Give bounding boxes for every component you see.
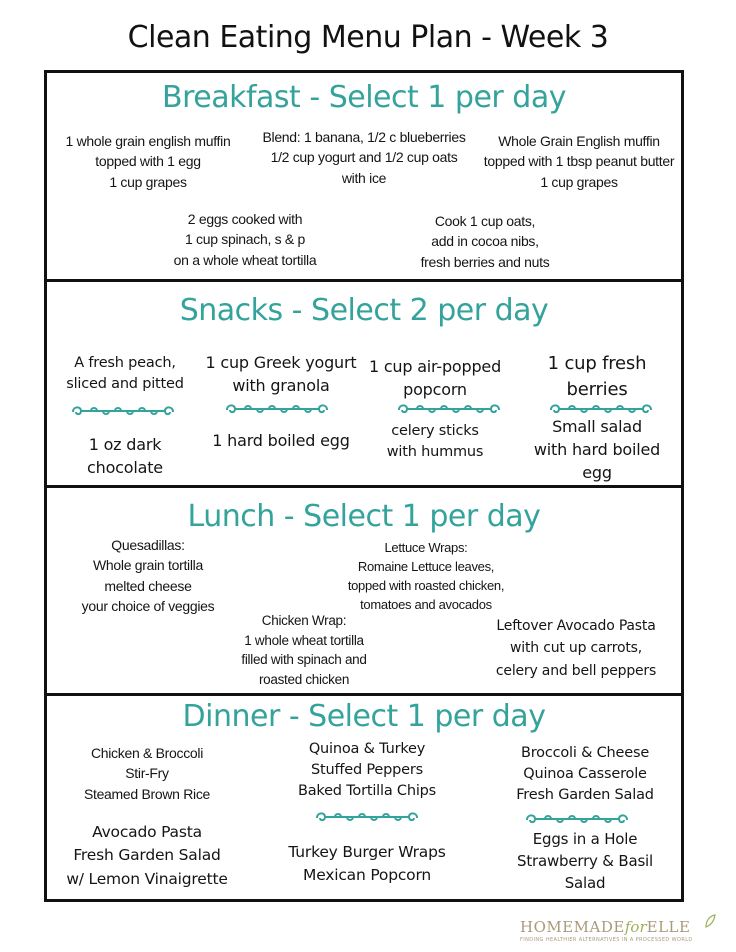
dinner-option-2: Quinoa & Turkey Stuffed Peppers Baked Tortilla Chips bbox=[297, 741, 437, 800]
breakfast-option-1: 1 whole grain english muffin topped with 1 egg 1 cup grapes bbox=[65, 133, 231, 190]
scroll-ornament-icon bbox=[69, 403, 177, 417]
breakfast-option-4: 2 eggs cooked with 1 cup spinach, s & p on a whole wheat tortilla bbox=[173, 211, 317, 268]
snack-option-3: 1 cup air-popped popcorn bbox=[368, 357, 502, 400]
lunch-option-3: Chicken Wrap: 1 whole wheat tortilla filled with spinach and roasted chicken bbox=[241, 613, 367, 687]
snack-option-2: 1 cup Greek yogurt with granola bbox=[205, 353, 357, 396]
menu-plan-sheet bbox=[44, 70, 684, 902]
scroll-ornament-icon bbox=[523, 811, 631, 825]
snack-option-4: 1 cup fresh berries bbox=[547, 353, 647, 401]
lunch-heading: Lunch - Select 1 per day bbox=[187, 499, 541, 534]
dinner-option-6: Eggs in a Hole Strawberry & Basil Salad bbox=[517, 830, 653, 892]
lunch-option-2: Lettuce Wraps: Romaine Lettuce leaves, topped with roasted chicken, tomatoes and avocados bbox=[347, 540, 505, 612]
scroll-ornament-icon bbox=[313, 809, 421, 823]
homemade-for-elle-logo bbox=[520, 918, 720, 948]
section-divider bbox=[47, 485, 681, 488]
scroll-ornament-icon bbox=[395, 401, 503, 415]
dinner-option-3: Broccoli & Cheese Quinoa Casserole Fresh Garden Salad bbox=[516, 745, 654, 804]
lunch-option-4: Leftover Avocado Pasta with cut up carrots, celery and bell peppers bbox=[495, 618, 657, 679]
snack-option-8: Small salad with hard boiled egg bbox=[533, 417, 661, 483]
snack-option-6: 1 hard boiled egg bbox=[212, 431, 350, 450]
logo-tagline: FINDING HEALTHIER ALTERNATIVES IN A PROCESSED WORLD bbox=[520, 937, 693, 943]
dinner-heading: Dinner - Select 1 per day bbox=[182, 699, 546, 734]
snack-option-5: 1 oz dark chocolate bbox=[87, 435, 163, 478]
snacks-heading: Snacks - Select 2 per day bbox=[179, 293, 549, 328]
leaf-icon bbox=[704, 914, 716, 928]
breakfast-heading: Breakfast - Select 1 per day bbox=[162, 80, 566, 115]
dinner-option-5: Turkey Burger Wraps Mexican Popcorn bbox=[288, 843, 446, 885]
scroll-ornament-icon bbox=[223, 401, 331, 415]
lunch-option-1: Quesadillas: Whole grain tortilla melted cheese your choice of veggies bbox=[81, 537, 215, 614]
section-divider bbox=[47, 693, 681, 696]
breakfast-option-3: Whole Grain English muffin topped with 1 tbsp peanut butter 1 cup grapes bbox=[483, 133, 675, 190]
logo-wordmark: HOMEMADEforELLE bbox=[520, 918, 691, 936]
breakfast-option-2: Blend: 1 banana, 1/2 c blueberries 1/2 cup yogurt and 1/2 cup oats with ice bbox=[262, 129, 466, 186]
page-title: Clean Eating Menu Plan - Week 3 bbox=[127, 20, 609, 55]
breakfast-option-5: Cook 1 cup oats, add in cocoa nibs, fresh berries and nuts bbox=[420, 213, 550, 270]
snack-option-1: A fresh peach, sliced and pitted bbox=[66, 355, 184, 393]
dinner-option-4: Avocado Pasta Fresh Garden Salad w/ Lemon Vinaigrette bbox=[66, 823, 228, 888]
snack-option-7: celery sticks with hummus bbox=[386, 423, 484, 461]
scroll-ornament-icon bbox=[547, 401, 655, 415]
section-divider bbox=[47, 279, 681, 282]
dinner-option-1: Chicken & Broccoli Stir-Fry Steamed Brown Rice bbox=[83, 745, 211, 802]
